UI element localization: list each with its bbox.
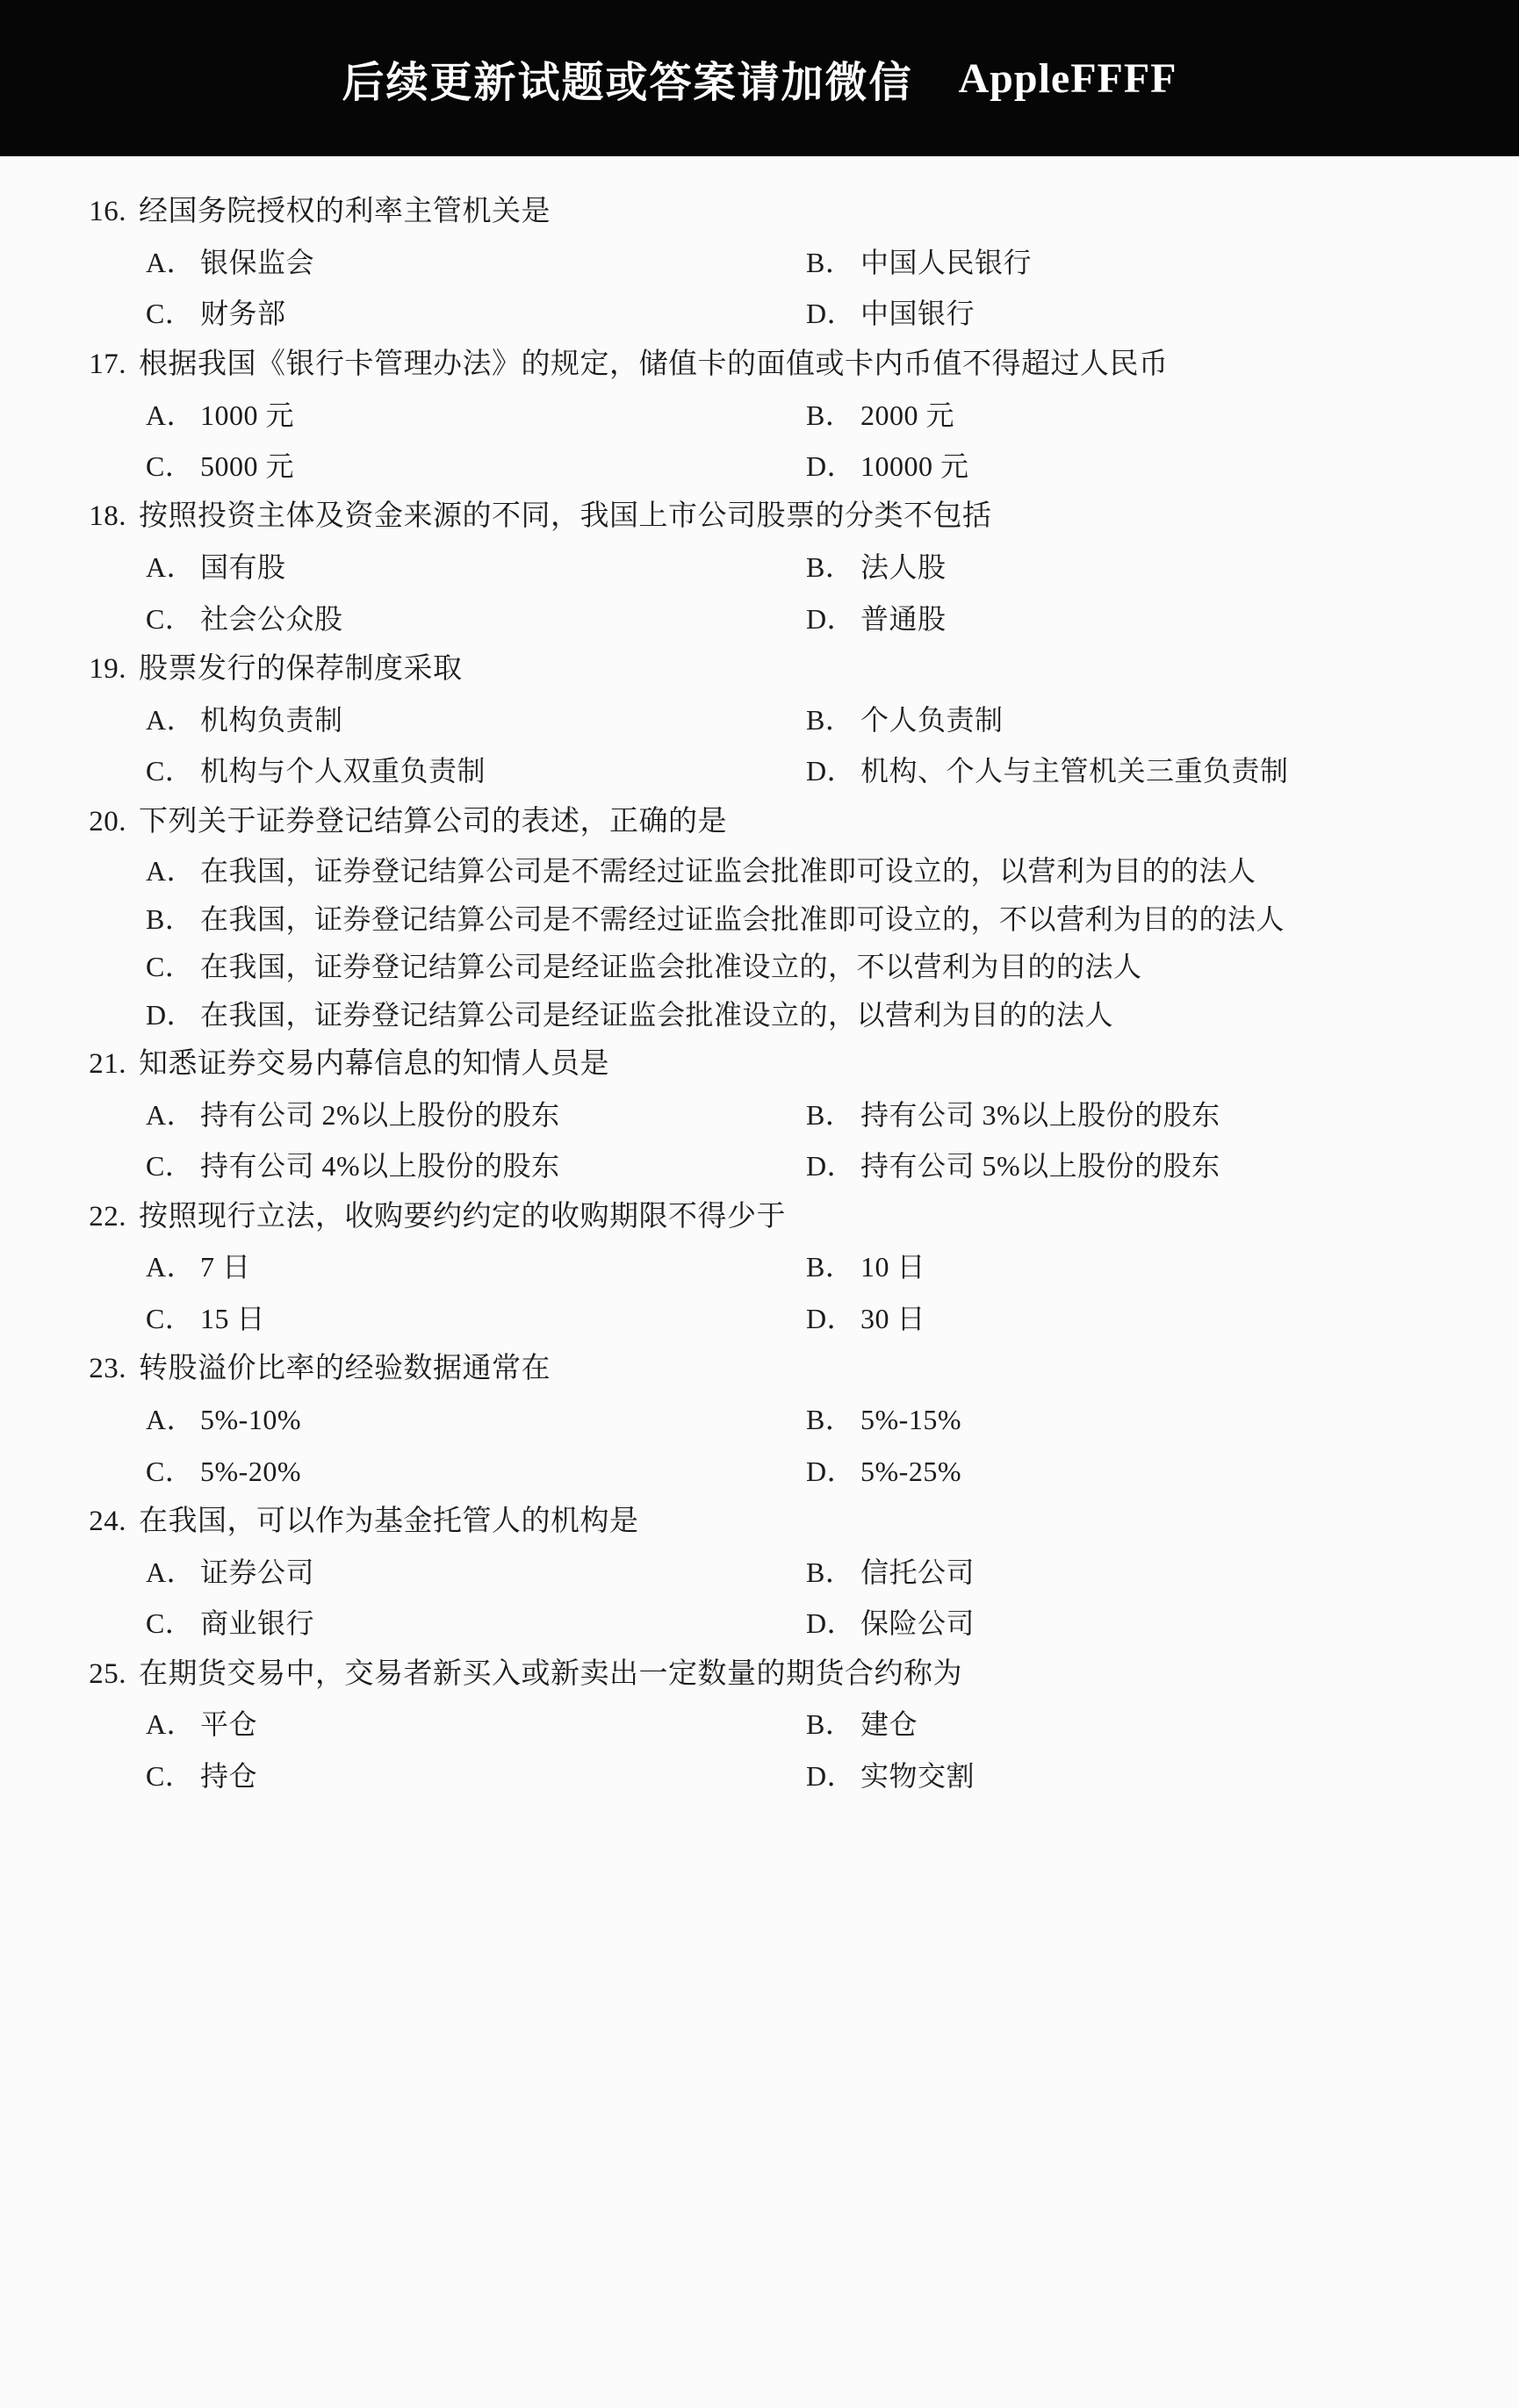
- answer-option[interactable]: [806, 1447, 1458, 1496]
- question-stem: [61, 649, 1458, 690]
- answer-option[interactable]: [806, 442, 1458, 491]
- question-text: 根据我国《银行卡管理办法》的规定，储值卡的面值或卡内币值不得超过人民币: [139, 348, 1169, 380]
- option-text: 10 日: [860, 1251, 926, 1283]
- answer-option[interactable]: [806, 1141, 1458, 1190]
- answer-option[interactable]: [146, 289, 797, 338]
- answer-option[interactable]: [806, 1751, 1458, 1801]
- option-key: D．: [806, 602, 856, 635]
- answer-option[interactable]: [806, 1090, 1458, 1139]
- option-key: A．: [146, 1251, 196, 1283]
- option-list: [61, 1242, 1458, 1343]
- question-text: 按照投资主体及资金来源的不同，我国上市公司股票的分类不包括: [139, 500, 992, 533]
- question-text: 知悉证券交易内幕信息的知情人员是: [139, 1047, 609, 1080]
- option-text: 持仓: [200, 1759, 258, 1792]
- option-text: 个人负责制: [860, 703, 1004, 736]
- banner-wechat-handle: AppleFFFF: [958, 54, 1177, 102]
- question-block: [61, 1197, 1458, 1344]
- answer-option[interactable]: [146, 1294, 797, 1343]
- option-key: C．: [146, 1302, 194, 1334]
- question-stem: [61, 1044, 1458, 1085]
- option-key: A．: [146, 399, 196, 431]
- answer-option[interactable]: [806, 1599, 1458, 1648]
- option-key: D．: [806, 1150, 856, 1182]
- option-text: 在我国，证券登记结算公司是不需经过证监会批准即可设立的，以营利为目的的法人: [200, 855, 1256, 888]
- option-list: [61, 1090, 1458, 1191]
- option-key: D．: [806, 1607, 856, 1640]
- answer-option[interactable]: [146, 1599, 797, 1648]
- question-stem: [61, 191, 1458, 233]
- question-stem: [61, 344, 1458, 385]
- answer-option[interactable]: [806, 1294, 1458, 1343]
- question-block: [61, 649, 1458, 796]
- question-stem: [61, 1654, 1458, 1695]
- option-text: 持有公司 3%以上股份的股东: [860, 1098, 1220, 1131]
- option-key: A．: [146, 1708, 196, 1741]
- question-stem: [61, 1348, 1458, 1390]
- option-key: B．: [806, 1556, 854, 1588]
- option-text: 机构负责制: [200, 703, 343, 736]
- answer-option[interactable]: [806, 391, 1458, 440]
- question-block: [61, 1654, 1458, 1801]
- option-text: 持有公司 2%以上股份的股东: [200, 1098, 560, 1131]
- answer-option[interactable]: [146, 543, 797, 592]
- option-text: 5%-20%: [200, 1455, 301, 1487]
- answer-option[interactable]: [146, 1751, 797, 1801]
- question-number: 23.: [89, 1353, 126, 1385]
- option-text: 在我国，证券登记结算公司是不需经过证监会批准即可设立的，不以营利为目的的法人: [200, 902, 1285, 935]
- question-text: 经国务院授权的利率主管机关是: [139, 196, 551, 227]
- answer-option[interactable]: [146, 943, 1458, 990]
- option-key: D．: [146, 998, 196, 1031]
- option-list: [61, 391, 1458, 492]
- option-key: A．: [146, 703, 196, 736]
- option-key: A．: [146, 1404, 196, 1436]
- option-text: 7 日: [200, 1251, 251, 1283]
- option-text: 1000 元: [200, 399, 295, 431]
- option-text: 10000 元: [860, 449, 969, 482]
- question-block: [61, 801, 1458, 1039]
- question-stem: [61, 1501, 1458, 1542]
- option-key: B．: [806, 1404, 854, 1436]
- option-text: 中国银行: [860, 298, 975, 330]
- option-text: 国有股: [200, 551, 286, 584]
- question-block: [61, 1501, 1458, 1649]
- option-key: D．: [806, 1759, 856, 1792]
- answer-option[interactable]: [146, 238, 797, 287]
- answer-option[interactable]: [806, 1700, 1458, 1749]
- question-block: [61, 1044, 1458, 1191]
- option-key: C．: [146, 298, 194, 330]
- answer-option[interactable]: [806, 543, 1458, 592]
- option-key: B．: [146, 902, 194, 935]
- answer-option[interactable]: [146, 1700, 797, 1749]
- option-key: B．: [806, 551, 854, 584]
- option-text: 持有公司 4%以上股份的股东: [200, 1150, 560, 1182]
- option-key: C．: [146, 1455, 194, 1487]
- option-text: 证券公司: [200, 1556, 315, 1588]
- question-sheet: [0, 156, 1519, 1858]
- option-key: B．: [806, 246, 854, 278]
- answer-option[interactable]: [146, 991, 1458, 1039]
- question-number: 17.: [89, 348, 126, 380]
- option-text: 持有公司 5%以上股份的股东: [860, 1150, 1220, 1182]
- option-key: A．: [146, 246, 196, 278]
- option-text: 5000 元: [200, 449, 295, 482]
- question-number: 25.: [89, 1657, 126, 1690]
- question-number: 19.: [89, 652, 126, 685]
- option-text: 实物交割: [860, 1759, 975, 1792]
- option-text: 5%-10%: [200, 1404, 301, 1436]
- option-list: [61, 1700, 1458, 1801]
- question-text: 股票发行的保荐制度采取: [139, 652, 463, 685]
- answer-option[interactable]: [146, 391, 797, 440]
- option-key: C．: [146, 1150, 194, 1182]
- option-key: A．: [146, 855, 196, 888]
- option-key: A．: [146, 1556, 196, 1588]
- answer-option[interactable]: [146, 1395, 797, 1444]
- answer-option[interactable]: [806, 1242, 1458, 1291]
- option-text: 信托公司: [860, 1556, 975, 1588]
- question-number: 24.: [89, 1505, 126, 1537]
- option-text: 建仓: [860, 1708, 918, 1741]
- answer-option[interactable]: [146, 442, 797, 491]
- answer-option[interactable]: [146, 895, 1458, 943]
- option-key: B．: [806, 1708, 854, 1741]
- option-text: 15 日: [200, 1302, 266, 1334]
- option-text: 机构与个人双重负责制: [200, 755, 486, 787]
- answer-option[interactable]: [146, 1141, 797, 1190]
- option-list: [61, 543, 1458, 643]
- option-text: 法人股: [860, 551, 947, 584]
- option-text: 5%-15%: [860, 1404, 961, 1436]
- answer-option[interactable]: [806, 238, 1458, 287]
- answer-option[interactable]: [146, 1447, 797, 1496]
- option-key: C．: [146, 951, 194, 983]
- answer-option[interactable]: [146, 1548, 797, 1597]
- question-block: [61, 344, 1458, 492]
- option-text: 银保监会: [200, 246, 315, 278]
- watermark-banner: [0, 0, 1519, 156]
- answer-option[interactable]: [806, 746, 1458, 795]
- option-list: [61, 847, 1458, 1039]
- option-list: [61, 1395, 1458, 1496]
- option-key: C．: [146, 449, 194, 482]
- question-number: 16.: [89, 196, 126, 227]
- question-block: [61, 191, 1458, 339]
- answer-option[interactable]: [146, 746, 797, 795]
- question-stem: [61, 1197, 1458, 1238]
- option-text: 在我国，证券登记结算公司是经证监会批准设立的，以营利为目的的法人: [200, 998, 1114, 1031]
- option-key: C．: [146, 755, 194, 787]
- option-key: B．: [806, 703, 854, 736]
- option-key: B．: [806, 399, 854, 431]
- banner-message: 后续更新试题或答案请加微信: [342, 59, 913, 106]
- question-stem: [61, 496, 1458, 537]
- question-text: 转股溢价比率的经验数据通常在: [139, 1353, 551, 1385]
- question-text: 下列关于证券登记结算公司的表述，正确的是: [139, 805, 727, 837]
- option-text: 社会公众股: [200, 602, 343, 635]
- answer-option[interactable]: [146, 1090, 797, 1139]
- option-text: 机构、个人与主管机关三重负责制: [860, 755, 1289, 787]
- option-text: 在我国，证券登记结算公司是经证监会批准设立的，不以营利为目的的法人: [200, 951, 1142, 983]
- option-text: 保险公司: [860, 1607, 975, 1640]
- question-stem: [61, 801, 1458, 843]
- question-text: 在我国，可以作为基金托管人的机构是: [139, 1505, 639, 1537]
- option-key: A．: [146, 551, 196, 584]
- question-text: 在期货交易中，交易者新买入或新卖出一定数量的期货合约称为: [139, 1657, 962, 1690]
- option-text: 商业银行: [200, 1607, 315, 1640]
- answer-option[interactable]: [146, 695, 797, 744]
- answer-option[interactable]: [146, 594, 797, 643]
- option-key: B．: [806, 1251, 854, 1283]
- answer-option[interactable]: [146, 1242, 797, 1291]
- option-key: C．: [146, 1759, 194, 1792]
- option-text: 平仓: [200, 1708, 258, 1741]
- option-key: C．: [146, 1607, 194, 1640]
- option-text: 财务部: [200, 298, 286, 330]
- question-number: 22.: [89, 1200, 126, 1233]
- answer-option[interactable]: [146, 847, 1458, 895]
- option-text: 中国人民银行: [860, 246, 1033, 278]
- option-list: [61, 695, 1458, 796]
- option-text: 普通股: [860, 602, 947, 635]
- answer-option[interactable]: [806, 695, 1458, 744]
- option-key: A．: [146, 1098, 196, 1131]
- question-number: 18.: [89, 500, 126, 533]
- option-key: D．: [806, 298, 856, 330]
- option-key: D．: [806, 1302, 856, 1334]
- option-list: [61, 238, 1458, 339]
- option-text: 2000 元: [860, 399, 955, 431]
- option-key: B．: [806, 1098, 854, 1131]
- option-key: C．: [146, 602, 194, 635]
- option-key: D．: [806, 449, 856, 482]
- option-text: 5%-25%: [860, 1455, 961, 1487]
- question-text: 按照现行立法，收购要约约定的收购期限不得少于: [139, 1200, 786, 1233]
- option-key: D．: [806, 755, 856, 787]
- question-block: [61, 1348, 1458, 1496]
- question-block: [61, 496, 1458, 643]
- answer-option[interactable]: [806, 594, 1458, 643]
- option-list: [61, 1548, 1458, 1649]
- answer-option[interactable]: [806, 289, 1458, 338]
- question-number: 21.: [89, 1047, 126, 1080]
- option-text: 30 日: [860, 1302, 926, 1334]
- option-key: D．: [806, 1455, 856, 1487]
- answer-option[interactable]: [806, 1548, 1458, 1597]
- answer-option[interactable]: [806, 1395, 1458, 1444]
- question-number: 20.: [89, 805, 126, 837]
